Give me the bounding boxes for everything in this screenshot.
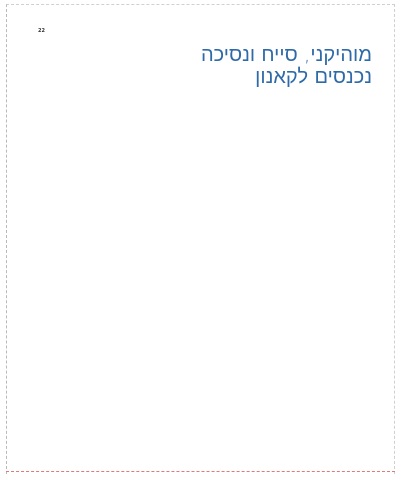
article-title-line-1: מוהיקני, סייח ונסיכה [201,42,372,66]
body-paragraph-1 [38,181,372,189]
footer-rule [6,471,395,472]
article-title-line-2: נכנסים לקאנון [255,64,372,88]
body-paragraph-2 [38,191,372,199]
page-number: 22 [38,28,45,34]
article-title [72,43,372,87]
article-body [38,181,372,210]
body-paragraph-3 [38,200,372,208]
